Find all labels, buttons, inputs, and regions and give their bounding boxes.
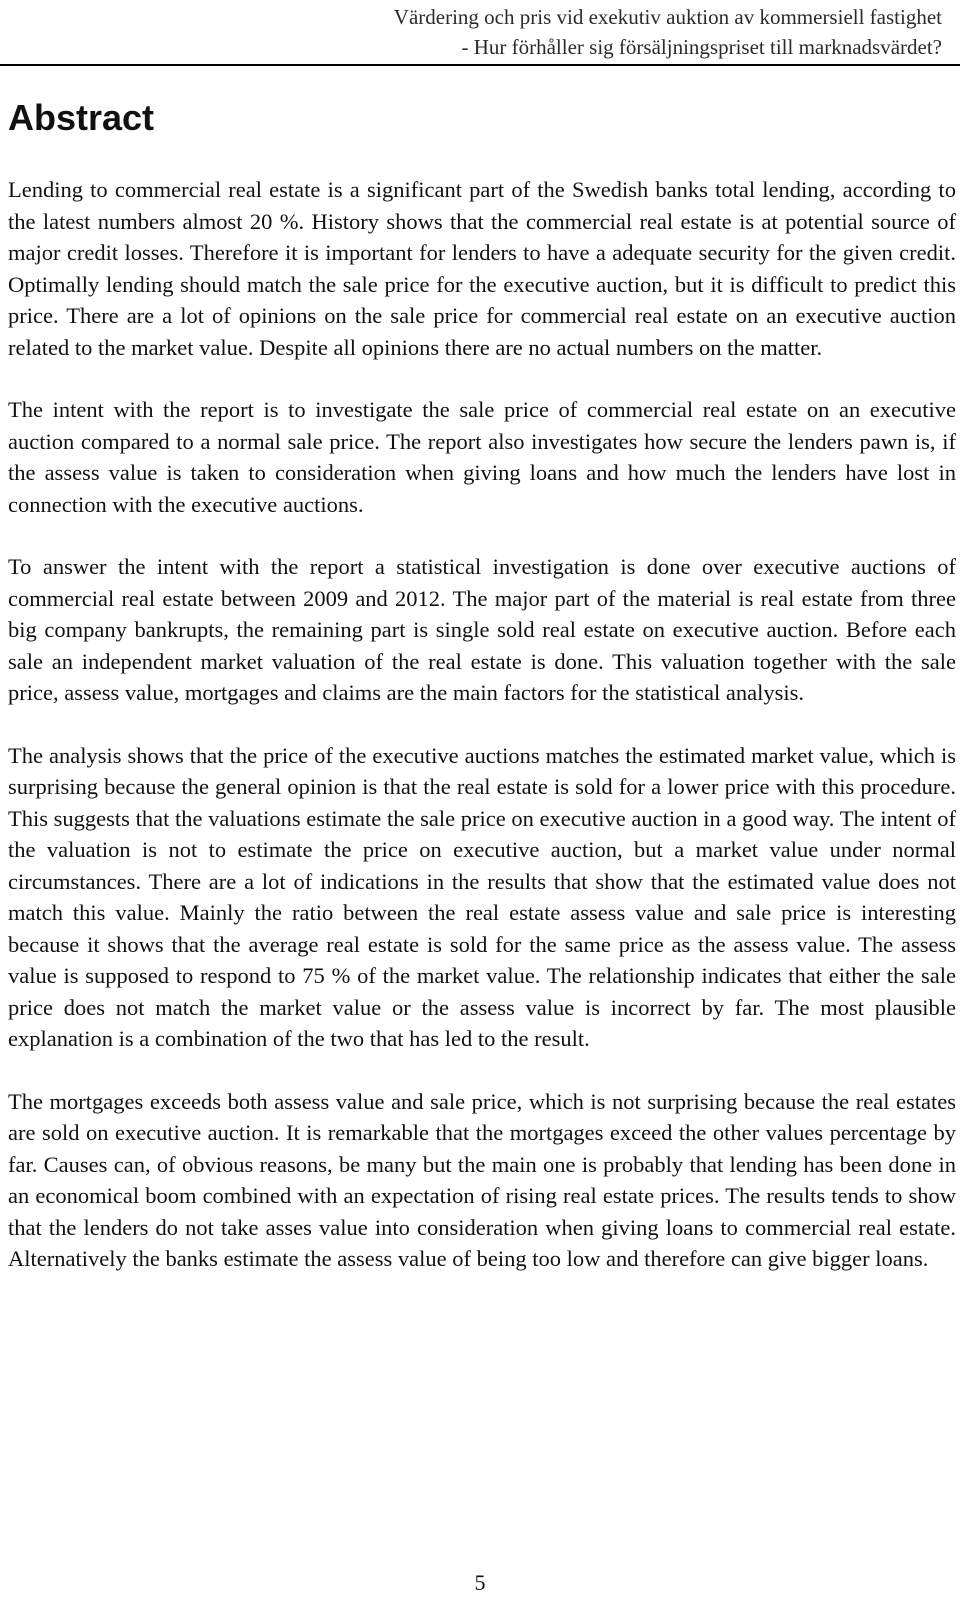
paragraph-method: To answer the intent with the report a statistical investigation is done over executive auctions of commercial real estate between 2009 and 2012. The major part of the material is real estate from three big company bankrupts, the remaining part is single sold real estate on executive auction. Before each sale an independent market valuation of the real estate is done. This valuation together with the sale price, assess value, mortgages and claims are the main factors for the statistical analysis. <box>8 554 956 705</box>
paragraph-intent: The intent with the report is to investigate the sale price of commercial real estate on an executive auction compared to a normal sale price. The report also investigates how secure the lenders pawn is, if the assess value is taken to consideration when giving loans and how much the lenders have lost in connection with the executive auctions. <box>8 397 956 517</box>
running-header-title: Värdering och pris vid exekutiv auktion av kommersiell fastighet <box>393 5 942 29</box>
page-number: 5 <box>474 1570 486 1595</box>
paragraph-mortgages: The mortgages exceeds both assess value and sale price, which is not surprising because the real estates are sold on executive auction. It is remarkable that the mortgages exceed the other values percentage by far. Causes can, of obvious reasons, be many but the main one is probably that lending has been done in an economical boom combined with an expectation of rising real estate prices. The results tends to show that the lenders do not take asses value into consideration when giving loans to commercial real estate. Alternatively the banks estimate the assess value of being too low and therefore can give bigger loans. <box>8 1088 956 1271</box>
running-header-subtitle: - Hur förhåller sig försäljningspriset till marknadsvärdet? <box>461 35 942 59</box>
running-header <box>394 2 942 62</box>
paragraph-analysis: The analysis shows that the price of the executive auctions matches the estimated market value, which is surprising because the general opinion is that the real estate is sold for a lower price with this procedure. This suggests that the valuations estimate the sale price on executive auction in a good way. The intent of the valuation is not to estimate the price on executive auction, but a market value under normal circumstances. There are a lot of indications in the results that show that the estimated value does not match this value. Mainly the ratio between the real estate assess value and sale price is interesting because it shows that the average real estate is sold for the same price as the assess value. The assess value is supposed to respond to 75 % of the market value. The relationship indicates that either the sale price does not match the market value or the assess value is incorrect by far. The most plausible explanation is a combination of the two that has led to the result. <box>8 742 956 1051</box>
abstract-body <box>8 174 956 1306</box>
header-divider <box>0 64 960 66</box>
section-title: Abstract <box>8 97 155 138</box>
paragraph-background: Lending to commercial real estate is a significant part of the Swedish banks total lending, according to the latest numbers almost 20 %. History shows that the commercial real estate is at potential source of major credit losses. Therefore it is important for lenders to have a adequate security for the given credit. Optimally lending should match the sale price for the executive auction, but it is difficult to predict this price. There are a lot of opinions on the sale price for commercial real estate on an executive auction related to the market value. Despite all opinions there are no actual numbers on the matter. <box>8 177 956 360</box>
